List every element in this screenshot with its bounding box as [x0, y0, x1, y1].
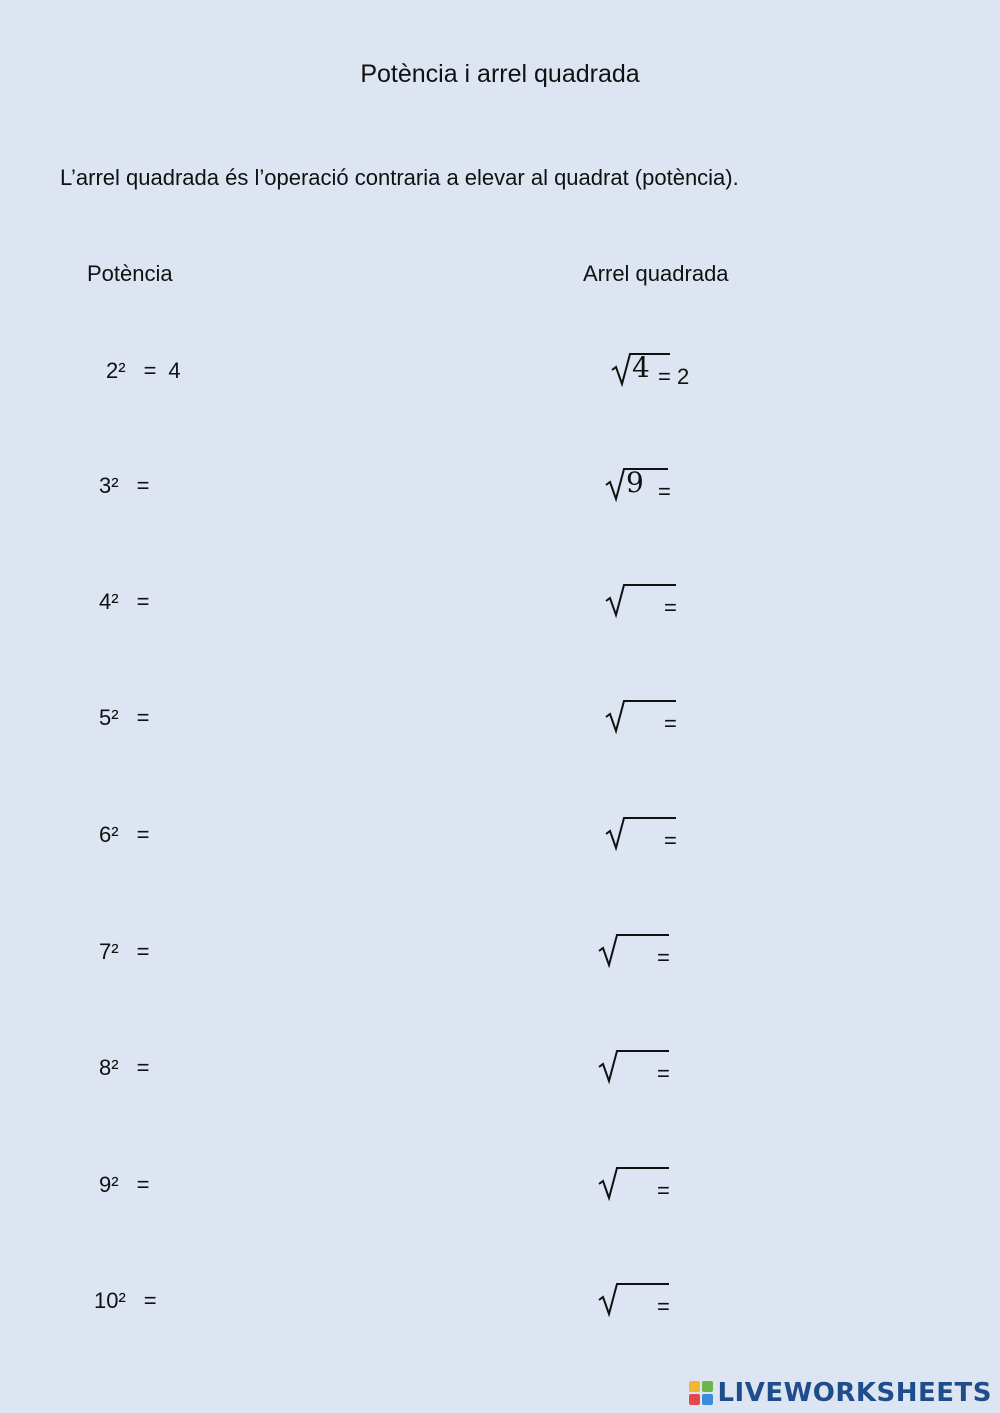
exercise-row [0, 351, 1000, 416]
power-expression [99, 471, 161, 501]
intro-text: L’arrel quadrada és l’operació contraria a elevar al quadrat (potència). [60, 165, 739, 190]
exercise-row [0, 820, 1000, 880]
power-expression [94, 1286, 169, 1316]
equals-sign: = [136, 589, 150, 614]
power-term: 4² [99, 589, 119, 614]
root-result: = [664, 828, 677, 853]
power-term: 10² [94, 1288, 126, 1313]
equals-sign: = [136, 473, 150, 498]
power-expression [99, 937, 161, 967]
power-answer: 4 [168, 358, 181, 383]
exercise-row [0, 937, 1000, 997]
power-expression [99, 820, 161, 850]
logo-mark-icon [689, 1381, 713, 1405]
power-expression [99, 587, 161, 617]
equals-sign: = [136, 822, 150, 847]
power-expression [99, 1170, 161, 1200]
root-result: = 2 [658, 364, 690, 389]
column-header-power: Potència [87, 261, 173, 286]
exercise-row [0, 1286, 1000, 1346]
root-result: = [657, 945, 670, 970]
power-expression [106, 356, 181, 386]
equals-sign: = [143, 358, 157, 383]
root-result: = [658, 479, 671, 504]
equals-sign: = [136, 705, 150, 730]
power-term: 6² [99, 822, 119, 847]
power-term: 8² [99, 1055, 119, 1080]
radicand: 4 [632, 351, 650, 384]
equals-sign: = [143, 1288, 157, 1313]
root-result: = [664, 711, 677, 736]
logo-text: LIVEWORKSHEETS [717, 1378, 992, 1408]
root-result: = [664, 595, 677, 620]
power-term: 3² [99, 473, 119, 498]
liveworksheets-logo [689, 1379, 992, 1407]
exercise-row [0, 1170, 1000, 1230]
power-term: 9² [99, 1172, 119, 1197]
equals-sign: = [136, 939, 150, 964]
power-term: 2² [106, 358, 126, 383]
radicand: 9 [626, 466, 644, 499]
exercise-row [0, 587, 1000, 647]
power-term: 7² [99, 939, 119, 964]
column-header-root: Arrel quadrada [583, 261, 729, 286]
equals-sign: = [136, 1055, 150, 1080]
root-result: = [657, 1294, 670, 1319]
root-result: = [657, 1178, 670, 1203]
power-expression [99, 1053, 161, 1083]
exercise-row [0, 466, 1000, 531]
power-expression [99, 703, 161, 733]
exercise-row [0, 703, 1000, 763]
exercise-row [0, 1053, 1000, 1113]
root-result: = [657, 1061, 670, 1086]
power-term: 5² [99, 705, 119, 730]
equals-sign: = [136, 1172, 150, 1197]
page-title: Potència i arrel quadrada [360, 60, 640, 88]
